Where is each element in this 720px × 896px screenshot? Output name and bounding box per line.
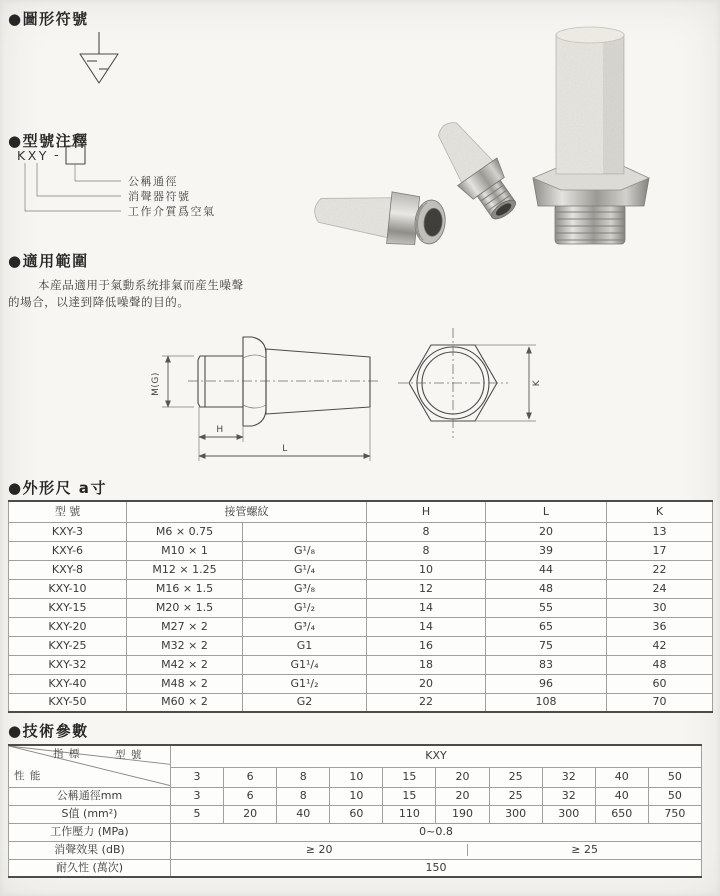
row-label: 工作壓力 (MPa) bbox=[9, 823, 171, 841]
dimensions-table bbox=[8, 500, 713, 713]
cell: 65 bbox=[486, 617, 607, 636]
size-header: 32 bbox=[542, 767, 595, 787]
cell: 10 bbox=[330, 787, 383, 805]
cell: 190 bbox=[436, 805, 489, 823]
cell: 108 bbox=[486, 693, 607, 712]
dim-label-mg: M(G) bbox=[151, 372, 161, 396]
cell: 650 bbox=[595, 805, 648, 823]
cell: 8 bbox=[367, 541, 486, 560]
cell: 14 bbox=[367, 617, 486, 636]
section-title-scope: ●適用範圍 bbox=[8, 252, 89, 270]
cell: 750 bbox=[648, 805, 701, 823]
cell: KXY-25 bbox=[9, 636, 127, 655]
size-header: 25 bbox=[489, 767, 542, 787]
cell: G³/₄ bbox=[243, 617, 367, 636]
cell: 8 bbox=[277, 787, 330, 805]
size-header: 10 bbox=[330, 767, 383, 787]
corner-label-index: 指 標 bbox=[53, 748, 81, 760]
corner-label-performance: 性 能 bbox=[14, 770, 42, 782]
scope-text-line2: 的場合，以達到降低噪聲的目的。 bbox=[8, 295, 190, 309]
size-header: 20 bbox=[436, 767, 489, 787]
table-row bbox=[9, 805, 702, 823]
cell: 20 bbox=[436, 787, 489, 805]
cell: G³/₈ bbox=[243, 579, 367, 598]
header-thread: 接管螺紋 bbox=[127, 501, 367, 522]
cell: 36 bbox=[607, 617, 713, 636]
cell: ≥ 25 bbox=[467, 844, 701, 856]
row-label: 消聲效果 (dB) bbox=[9, 841, 171, 859]
model-code-separator: - bbox=[54, 147, 62, 162]
cell: 96 bbox=[486, 674, 607, 693]
cell: 150 bbox=[171, 859, 702, 877]
section-title-graphic-symbol: ●圖形符號 bbox=[8, 10, 89, 28]
size-header: 50 bbox=[648, 767, 701, 787]
cell: 5 bbox=[171, 805, 224, 823]
cell: 12 bbox=[367, 579, 486, 598]
cell: 17 bbox=[607, 541, 713, 560]
cell: M42 × 2 bbox=[127, 655, 243, 674]
table-row bbox=[9, 674, 713, 693]
header-k: K bbox=[607, 501, 713, 522]
cell: KXY-3 bbox=[9, 522, 127, 541]
cell: KXY-6 bbox=[9, 541, 127, 560]
table-row bbox=[9, 579, 713, 598]
cell: KXY-20 bbox=[9, 617, 127, 636]
cell: 30 bbox=[607, 598, 713, 617]
cell: 75 bbox=[486, 636, 607, 655]
section-title-model-notation: ●型號注釋 bbox=[8, 132, 89, 150]
corner-label-model: 型 號 bbox=[115, 749, 143, 761]
product-photo bbox=[293, 20, 718, 255]
muffler-symbol-drawing bbox=[66, 26, 136, 110]
model-code: KXY bbox=[17, 148, 49, 163]
header-model: 型 號 bbox=[9, 501, 127, 522]
cell: M10 × 1 bbox=[127, 541, 243, 560]
cell: KXY-32 bbox=[9, 655, 127, 674]
cell: 60 bbox=[330, 805, 383, 823]
cell: 50 bbox=[648, 787, 701, 805]
scope-text-line1: 本産品適用于氣動系统排氣而産生噪聲 bbox=[38, 278, 244, 292]
cell: M60 × 2 bbox=[127, 693, 243, 712]
cell: M27 × 2 bbox=[127, 617, 243, 636]
cell: 0~0.8 bbox=[171, 823, 702, 841]
cell: 39 bbox=[486, 541, 607, 560]
table-row bbox=[9, 823, 702, 841]
size-header: 6 bbox=[224, 767, 277, 787]
cell: 40 bbox=[277, 805, 330, 823]
table-row bbox=[9, 560, 713, 579]
table-row bbox=[9, 522, 713, 541]
end-view bbox=[398, 328, 542, 438]
cell: 300 bbox=[542, 805, 595, 823]
callout-working-medium: 工作介質爲空氣 bbox=[128, 205, 216, 218]
table-row bbox=[9, 655, 713, 674]
cell: 22 bbox=[367, 693, 486, 712]
cell: M32 × 2 bbox=[127, 636, 243, 655]
cell: 42 bbox=[607, 636, 713, 655]
table-header-row bbox=[9, 745, 702, 767]
callout-muffler-symbol: 消聲器符號 bbox=[128, 190, 191, 203]
cell bbox=[243, 522, 367, 541]
series-header: KXY bbox=[171, 745, 702, 767]
cell: 18 bbox=[367, 655, 486, 674]
size-header: 8 bbox=[277, 767, 330, 787]
cell: 24 bbox=[607, 579, 713, 598]
cell: 15 bbox=[383, 787, 436, 805]
cell: KXY-40 bbox=[9, 674, 127, 693]
table-row bbox=[9, 841, 702, 859]
cell: 13 bbox=[607, 522, 713, 541]
diagonal-header-cell bbox=[9, 745, 171, 787]
row-label: 耐久性 (萬次) bbox=[9, 859, 171, 877]
header-l: L bbox=[486, 501, 607, 522]
row-label: S值 (mm²) bbox=[9, 805, 171, 823]
cell: 44 bbox=[486, 560, 607, 579]
table-row bbox=[9, 787, 702, 805]
cell: G¹/₈ bbox=[243, 541, 367, 560]
cell: 22 bbox=[607, 560, 713, 579]
table-row bbox=[9, 617, 713, 636]
table-row bbox=[9, 636, 713, 655]
cell: 300 bbox=[489, 805, 542, 823]
callout-nominal-diameter: 公稱通徑 bbox=[128, 175, 178, 188]
cell: 25 bbox=[489, 787, 542, 805]
table-row bbox=[9, 541, 713, 560]
cell: 8 bbox=[367, 522, 486, 541]
table-row bbox=[9, 598, 713, 617]
row-label: 公稱通徑mm bbox=[9, 787, 171, 805]
muffler-large bbox=[533, 27, 649, 244]
cell: G¹/₂ bbox=[243, 598, 367, 617]
cell: 14 bbox=[367, 598, 486, 617]
dim-label-l: L bbox=[282, 444, 288, 454]
cell: M48 × 2 bbox=[127, 674, 243, 693]
section-title-dimensions: ●外形尺 a寸 bbox=[8, 479, 107, 497]
parameters-table bbox=[8, 744, 702, 878]
cell: M16 × 1.5 bbox=[127, 579, 243, 598]
cell: 20 bbox=[486, 522, 607, 541]
cell: KXY-8 bbox=[9, 560, 127, 579]
header-h: H bbox=[367, 501, 486, 522]
muffler-small bbox=[312, 184, 448, 249]
cell: 10 bbox=[367, 560, 486, 579]
cell: G2 bbox=[243, 693, 367, 712]
cell: 32 bbox=[542, 787, 595, 805]
side-view bbox=[151, 337, 380, 461]
dim-label-h: H bbox=[216, 425, 224, 435]
size-header: 15 bbox=[383, 767, 436, 787]
cell: 20 bbox=[224, 805, 277, 823]
cell: G1 bbox=[243, 636, 367, 655]
cell: M20 × 1.5 bbox=[127, 598, 243, 617]
table-row bbox=[9, 859, 702, 877]
cell: KXY-15 bbox=[9, 598, 127, 617]
cell: 60 bbox=[607, 674, 713, 693]
cell: G¹/₄ bbox=[243, 560, 367, 579]
cell: ≥ 20 bbox=[305, 843, 333, 857]
size-header: 40 bbox=[595, 767, 648, 787]
size-header: 3 bbox=[171, 767, 224, 787]
cell: M6 × 0.75 bbox=[127, 522, 243, 541]
cell: 20 bbox=[367, 674, 486, 693]
model-size-box bbox=[66, 146, 85, 164]
cell: 48 bbox=[607, 655, 713, 674]
cell: M12 × 1.25 bbox=[127, 560, 243, 579]
section-title-parameters: ●技術參數 bbox=[8, 722, 89, 740]
cell: KXY-50 bbox=[9, 693, 127, 712]
cell: 55 bbox=[486, 598, 607, 617]
cell: G1¹/₄ bbox=[243, 655, 367, 674]
cell: 110 bbox=[383, 805, 436, 823]
cell: 6 bbox=[224, 787, 277, 805]
dimension-drawing bbox=[148, 324, 568, 476]
cell: KXY-10 bbox=[9, 579, 127, 598]
cell: 48 bbox=[486, 579, 607, 598]
table-row bbox=[9, 693, 713, 712]
noise-split-cell bbox=[171, 844, 701, 856]
table-header-row bbox=[9, 501, 713, 522]
cell: 70 bbox=[607, 693, 713, 712]
cell: 40 bbox=[595, 787, 648, 805]
dim-label-k: K bbox=[532, 379, 542, 387]
cell: 16 bbox=[367, 636, 486, 655]
cell: G1¹/₂ bbox=[243, 674, 367, 693]
cell: 3 bbox=[171, 787, 224, 805]
cell: 83 bbox=[486, 655, 607, 674]
